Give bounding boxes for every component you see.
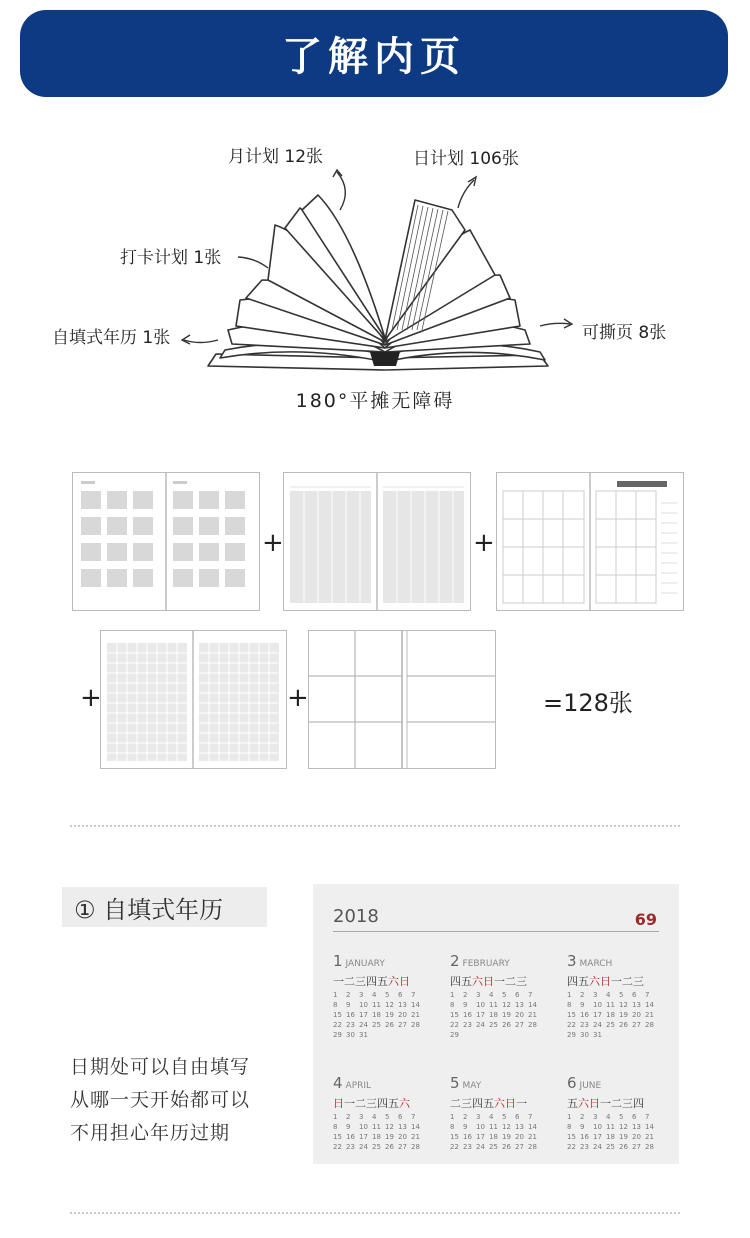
day-cell: 6 [632,991,637,999]
day-cell: 21 [528,1133,537,1141]
weekday-label: 六 [399,1097,410,1110]
weekday-label: 三 [355,975,366,988]
day-cell: 24 [476,1143,485,1151]
day-cell: 10 [476,1123,485,1131]
day-cell: 10 [593,1123,602,1131]
day-cell: 15 [450,1011,459,1019]
weekday-label: 六 [494,1097,505,1110]
weekday-label: 三 [366,1097,377,1110]
weekday-label: 二 [450,1097,461,1110]
weekday-label: 五 [483,1097,494,1110]
day-cell: 16 [463,1133,472,1141]
day-cell: 26 [385,1021,394,1029]
month-name: MAY [462,1081,482,1091]
weekday-label: 六 [472,975,483,988]
day-cell: 25 [372,1143,381,1151]
header-banner [20,10,728,97]
day-cell: 15 [567,1011,576,1019]
month-march [567,952,667,1039]
day-cell: 12 [502,1001,511,1009]
page-title: 了解内页 [282,34,466,80]
weekday-label: 一 [344,1097,355,1110]
calendar-rule [333,931,659,932]
weekday-row [450,1095,550,1111]
day-cell: 15 [567,1133,576,1141]
day-cell: 23 [463,1021,472,1029]
weekday-label: 二 [622,975,633,988]
day-cell: 21 [411,1133,420,1141]
label-tearable: 可撕页 8张 [582,323,667,343]
day-cell: 21 [645,1011,654,1019]
day-cell: 13 [515,1001,524,1009]
day-cell: 7 [528,991,533,999]
day-cell: 2 [463,1113,468,1121]
month-number: 6 [567,1074,577,1092]
month-number: 5 [450,1074,460,1092]
weekday-label: 三 [633,975,644,988]
day-cell: 27 [632,1021,641,1029]
day-cell: 1 [567,991,572,999]
day-cell: 9 [346,1123,351,1131]
day-cell: 7 [645,991,650,999]
day-cell: 3 [359,991,364,999]
day-cell: 17 [476,1011,485,1019]
day-cell: 12 [385,1001,394,1009]
thumb-daily-grid [100,630,287,769]
day-cell: 14 [411,1001,420,1009]
day-cell: 13 [515,1123,524,1131]
month-header [567,952,667,970]
day-cell: 13 [632,1123,641,1131]
day-cell: 11 [606,1123,615,1131]
plus-sign-2: + [473,528,495,558]
day-cell: 1 [333,1113,338,1121]
day-cell: 2 [580,1113,585,1121]
label-checkin-plan: 打卡计划 1张 [120,248,222,268]
day-cell: 1 [450,991,455,999]
weekday-label: 三 [516,975,527,988]
day-cell: 23 [346,1143,355,1151]
day-cell: 27 [632,1143,641,1151]
day-cell: 25 [372,1021,381,1029]
day-grid [333,1113,433,1151]
day-cell: 1 [567,1113,572,1121]
day-cell: 20 [515,1011,524,1019]
page-number: 69 [634,910,657,929]
day-cell: 19 [619,1133,628,1141]
day-cell: 31 [359,1031,368,1039]
day-cell: 10 [476,1001,485,1009]
day-cell: 31 [593,1031,602,1039]
day-cell: 13 [632,1001,641,1009]
day-cell: 1 [333,991,338,999]
day-cell: 12 [619,1123,628,1131]
day-cell: 15 [450,1133,459,1141]
weekday-label: 六 [578,1097,589,1110]
weekday-label: 日 [589,1097,600,1110]
day-cell: 2 [463,991,468,999]
month-header [450,1074,550,1092]
day-cell: 13 [398,1001,407,1009]
day-cell: 20 [632,1133,641,1141]
day-cell: 23 [580,1143,589,1151]
day-cell: 22 [450,1021,459,1029]
book-illustration [0,130,750,430]
weekday-label: 二 [355,1097,366,1110]
day-cell: 24 [593,1143,602,1151]
day-cell: 22 [567,1143,576,1151]
day-cell: 11 [372,1001,381,1009]
label-daily-plan: 日计划 106张 [413,149,519,169]
weekday-label: 五 [377,975,388,988]
weekday-label: 一 [611,975,622,988]
day-cell: 14 [645,1001,654,1009]
day-cell: 11 [489,1123,498,1131]
section-title-calendar: ① 自填式年历 [62,887,267,927]
day-cell: 9 [580,1001,585,1009]
day-cell: 27 [515,1143,524,1151]
day-cell: 15 [333,1011,342,1019]
day-cell: 28 [411,1021,420,1029]
day-cell: 17 [359,1011,368,1019]
day-grid [450,1113,550,1151]
weekday-label: 三 [622,1097,633,1110]
weekday-label: 五 [578,975,589,988]
day-cell: 8 [450,1001,455,1009]
day-cell: 4 [489,991,494,999]
day-cell: 4 [372,991,377,999]
day-cell: 5 [619,991,624,999]
day-cell: 6 [398,991,403,999]
day-cell: 14 [411,1123,420,1131]
day-cell: 19 [385,1011,394,1019]
weekday-label: 一 [600,1097,611,1110]
desc-line-2: 从哪一天开始都可以 [70,1089,251,1111]
weekday-label: 二 [611,1097,622,1110]
day-cell: 3 [593,1113,598,1121]
day-cell: 4 [372,1113,377,1121]
open-book-icon [0,130,750,430]
day-cell: 1 [450,1113,455,1121]
day-cell: 18 [372,1133,381,1141]
day-cell: 12 [502,1123,511,1131]
day-cell: 7 [411,1113,416,1121]
day-cell: 11 [489,1001,498,1009]
day-grid [567,991,667,1039]
day-cell: 2 [580,991,585,999]
weekday-row [567,1095,667,1111]
day-cell: 3 [476,1113,481,1121]
desc-line-1: 日期处可以自由填写 [70,1056,251,1078]
day-cell: 28 [528,1143,537,1151]
weekday-label: 一 [333,975,344,988]
weekday-label: 二 [505,975,516,988]
day-cell: 25 [489,1143,498,1151]
day-cell: 25 [606,1143,615,1151]
day-cell: 13 [398,1123,407,1131]
day-cell: 5 [502,991,507,999]
weekday-label: 四 [567,975,578,988]
day-cell: 14 [528,1001,537,1009]
thumb-monthly-plan [496,472,684,611]
day-grid [450,991,550,1039]
thumb-checkin-grid [283,472,471,611]
day-cell: 8 [333,1001,338,1009]
weekday-label: 日 [600,975,611,988]
day-cell: 27 [515,1021,524,1029]
day-cell: 10 [593,1001,602,1009]
day-cell: 5 [619,1113,624,1121]
day-cell: 16 [580,1133,589,1141]
weekday-label: 五 [461,975,472,988]
day-cell: 19 [502,1133,511,1141]
day-cell: 27 [398,1143,407,1151]
day-cell: 26 [502,1143,511,1151]
weekday-row [450,973,550,989]
weekday-label: 四 [633,1097,644,1110]
weekday-label: 日 [483,975,494,988]
thumb-yearly-calendar [72,472,260,611]
weekday-label: 二 [344,975,355,988]
month-may [450,1074,550,1151]
month-header [567,1074,667,1092]
day-cell: 26 [619,1021,628,1029]
day-cell: 6 [515,1113,520,1121]
total-count: =128张 [543,689,633,717]
day-cell: 6 [632,1113,637,1121]
weekday-label: 四 [377,1097,388,1110]
day-cell: 4 [606,991,611,999]
day-cell: 30 [346,1031,355,1039]
weekday-label: 五 [388,1097,399,1110]
weekday-label: 四 [450,975,461,988]
weekday-label: 一 [516,1097,527,1110]
day-cell: 16 [580,1011,589,1019]
day-cell: 2 [346,991,351,999]
day-cell: 26 [502,1021,511,1029]
day-cell: 17 [476,1133,485,1141]
day-cell: 16 [346,1011,355,1019]
day-cell: 26 [619,1143,628,1151]
day-cell: 18 [489,1133,498,1141]
day-cell: 29 [333,1031,342,1039]
day-cell: 6 [398,1113,403,1121]
weekday-label: 日 [505,1097,516,1110]
weekday-label: 一 [494,975,505,988]
day-cell: 4 [606,1113,611,1121]
day-cell: 25 [489,1021,498,1029]
month-name: JUNE [579,1081,602,1091]
day-cell: 9 [580,1123,585,1131]
day-cell: 14 [528,1123,537,1131]
day-cell: 19 [619,1011,628,1019]
day-cell: 17 [593,1011,602,1019]
day-cell: 18 [606,1011,615,1019]
day-cell: 19 [502,1011,511,1019]
desc-line-3: 不用担心年历过期 [70,1122,231,1144]
month-february [450,952,550,1039]
month-number: 4 [333,1074,343,1092]
day-cell: 5 [385,1113,390,1121]
thumb-tearable-pages [308,630,496,769]
day-cell: 17 [593,1133,602,1141]
day-cell: 12 [385,1123,394,1131]
weekday-label: 日 [399,975,410,988]
day-cell: 21 [411,1011,420,1019]
label-monthly-plan: 月计划 12张 [228,147,324,167]
day-cell: 24 [593,1021,602,1029]
divider [70,825,680,827]
day-cell: 26 [385,1143,394,1151]
day-cell: 24 [359,1143,368,1151]
day-cell: 7 [411,991,416,999]
day-cell: 8 [450,1123,455,1131]
weekday-label: 六 [388,975,399,988]
day-cell: 24 [359,1021,368,1029]
day-cell: 22 [333,1143,342,1151]
month-january [333,952,433,1039]
day-cell: 23 [346,1021,355,1029]
weekday-label: 五 [567,1097,578,1110]
plus-sign-1: + [262,528,284,558]
day-cell: 16 [463,1011,472,1019]
day-cell: 14 [645,1123,654,1131]
month-number: 1 [333,952,343,970]
day-cell: 7 [528,1113,533,1121]
day-cell: 8 [567,1001,572,1009]
month-name: APRIL [345,1081,372,1091]
day-cell: 22 [567,1021,576,1029]
day-cell: 5 [502,1113,507,1121]
day-cell: 7 [645,1113,650,1121]
day-cell: 27 [398,1021,407,1029]
weekday-label: 六 [589,975,600,988]
weekday-row [567,973,667,989]
day-cell: 11 [372,1123,381,1131]
day-cell: 23 [580,1021,589,1029]
day-cell: 22 [333,1021,342,1029]
day-cell: 21 [645,1133,654,1141]
day-cell: 9 [346,1001,351,1009]
weekday-label: 三 [461,1097,472,1110]
day-cell: 9 [463,1123,468,1131]
day-cell: 3 [593,991,598,999]
day-cell: 3 [359,1113,364,1121]
month-name: FEBRUARY [462,959,510,969]
weekday-row [333,1095,433,1111]
weekday-label: 四 [366,975,377,988]
day-cell: 23 [463,1143,472,1151]
day-cell: 20 [398,1133,407,1141]
weekday-row [333,973,433,989]
day-cell: 4 [489,1113,494,1121]
day-cell: 2 [346,1113,351,1121]
weekday-label: 日 [333,1097,344,1110]
month-header [450,952,550,970]
month-header [333,952,433,970]
day-cell: 30 [580,1031,589,1039]
day-cell: 16 [346,1133,355,1141]
weekday-label: 四 [472,1097,483,1110]
day-cell: 20 [515,1133,524,1141]
plus-sign-4: + [287,683,309,713]
day-cell: 18 [606,1133,615,1141]
day-cell: 29 [450,1031,459,1039]
day-cell: 15 [333,1133,342,1141]
day-cell: 8 [333,1123,338,1131]
day-cell: 10 [359,1123,368,1131]
month-number: 3 [567,952,577,970]
day-cell: 28 [645,1143,654,1151]
label-calendar: 自填式年历 1张 [52,328,171,348]
day-cell: 9 [463,1001,468,1009]
month-header [333,1074,433,1092]
day-cell: 5 [385,991,390,999]
month-name: JANUARY [345,959,385,969]
day-cell: 28 [645,1021,654,1029]
day-cell: 18 [372,1011,381,1019]
day-cell: 17 [359,1133,368,1141]
divider-bottom [70,1212,680,1214]
plus-sign-3: + [80,683,102,713]
day-cell: 25 [606,1021,615,1029]
day-cell: 24 [476,1021,485,1029]
day-cell: 29 [567,1031,576,1039]
day-cell: 22 [450,1143,459,1151]
day-cell: 12 [619,1001,628,1009]
day-cell: 3 [476,991,481,999]
day-cell: 19 [385,1133,394,1141]
day-cell: 20 [398,1011,407,1019]
day-cell: 6 [515,991,520,999]
month-april [333,1074,433,1151]
day-cell: 21 [528,1011,537,1019]
month-number: 2 [450,952,460,970]
day-cell: 28 [528,1021,537,1029]
calendar-year: 2018 [333,906,379,927]
day-grid [333,991,433,1039]
day-cell: 18 [489,1011,498,1019]
month-name: MARCH [579,959,613,969]
day-cell: 20 [632,1011,641,1019]
calendar-photo [313,884,679,1164]
month-june [567,1074,667,1151]
day-grid [567,1113,667,1151]
day-cell: 11 [606,1001,615,1009]
day-cell: 10 [359,1001,368,1009]
flat-open-caption: 180°平摊无障碍 [295,390,455,412]
day-cell: 28 [411,1143,420,1151]
day-cell: 8 [567,1123,572,1131]
